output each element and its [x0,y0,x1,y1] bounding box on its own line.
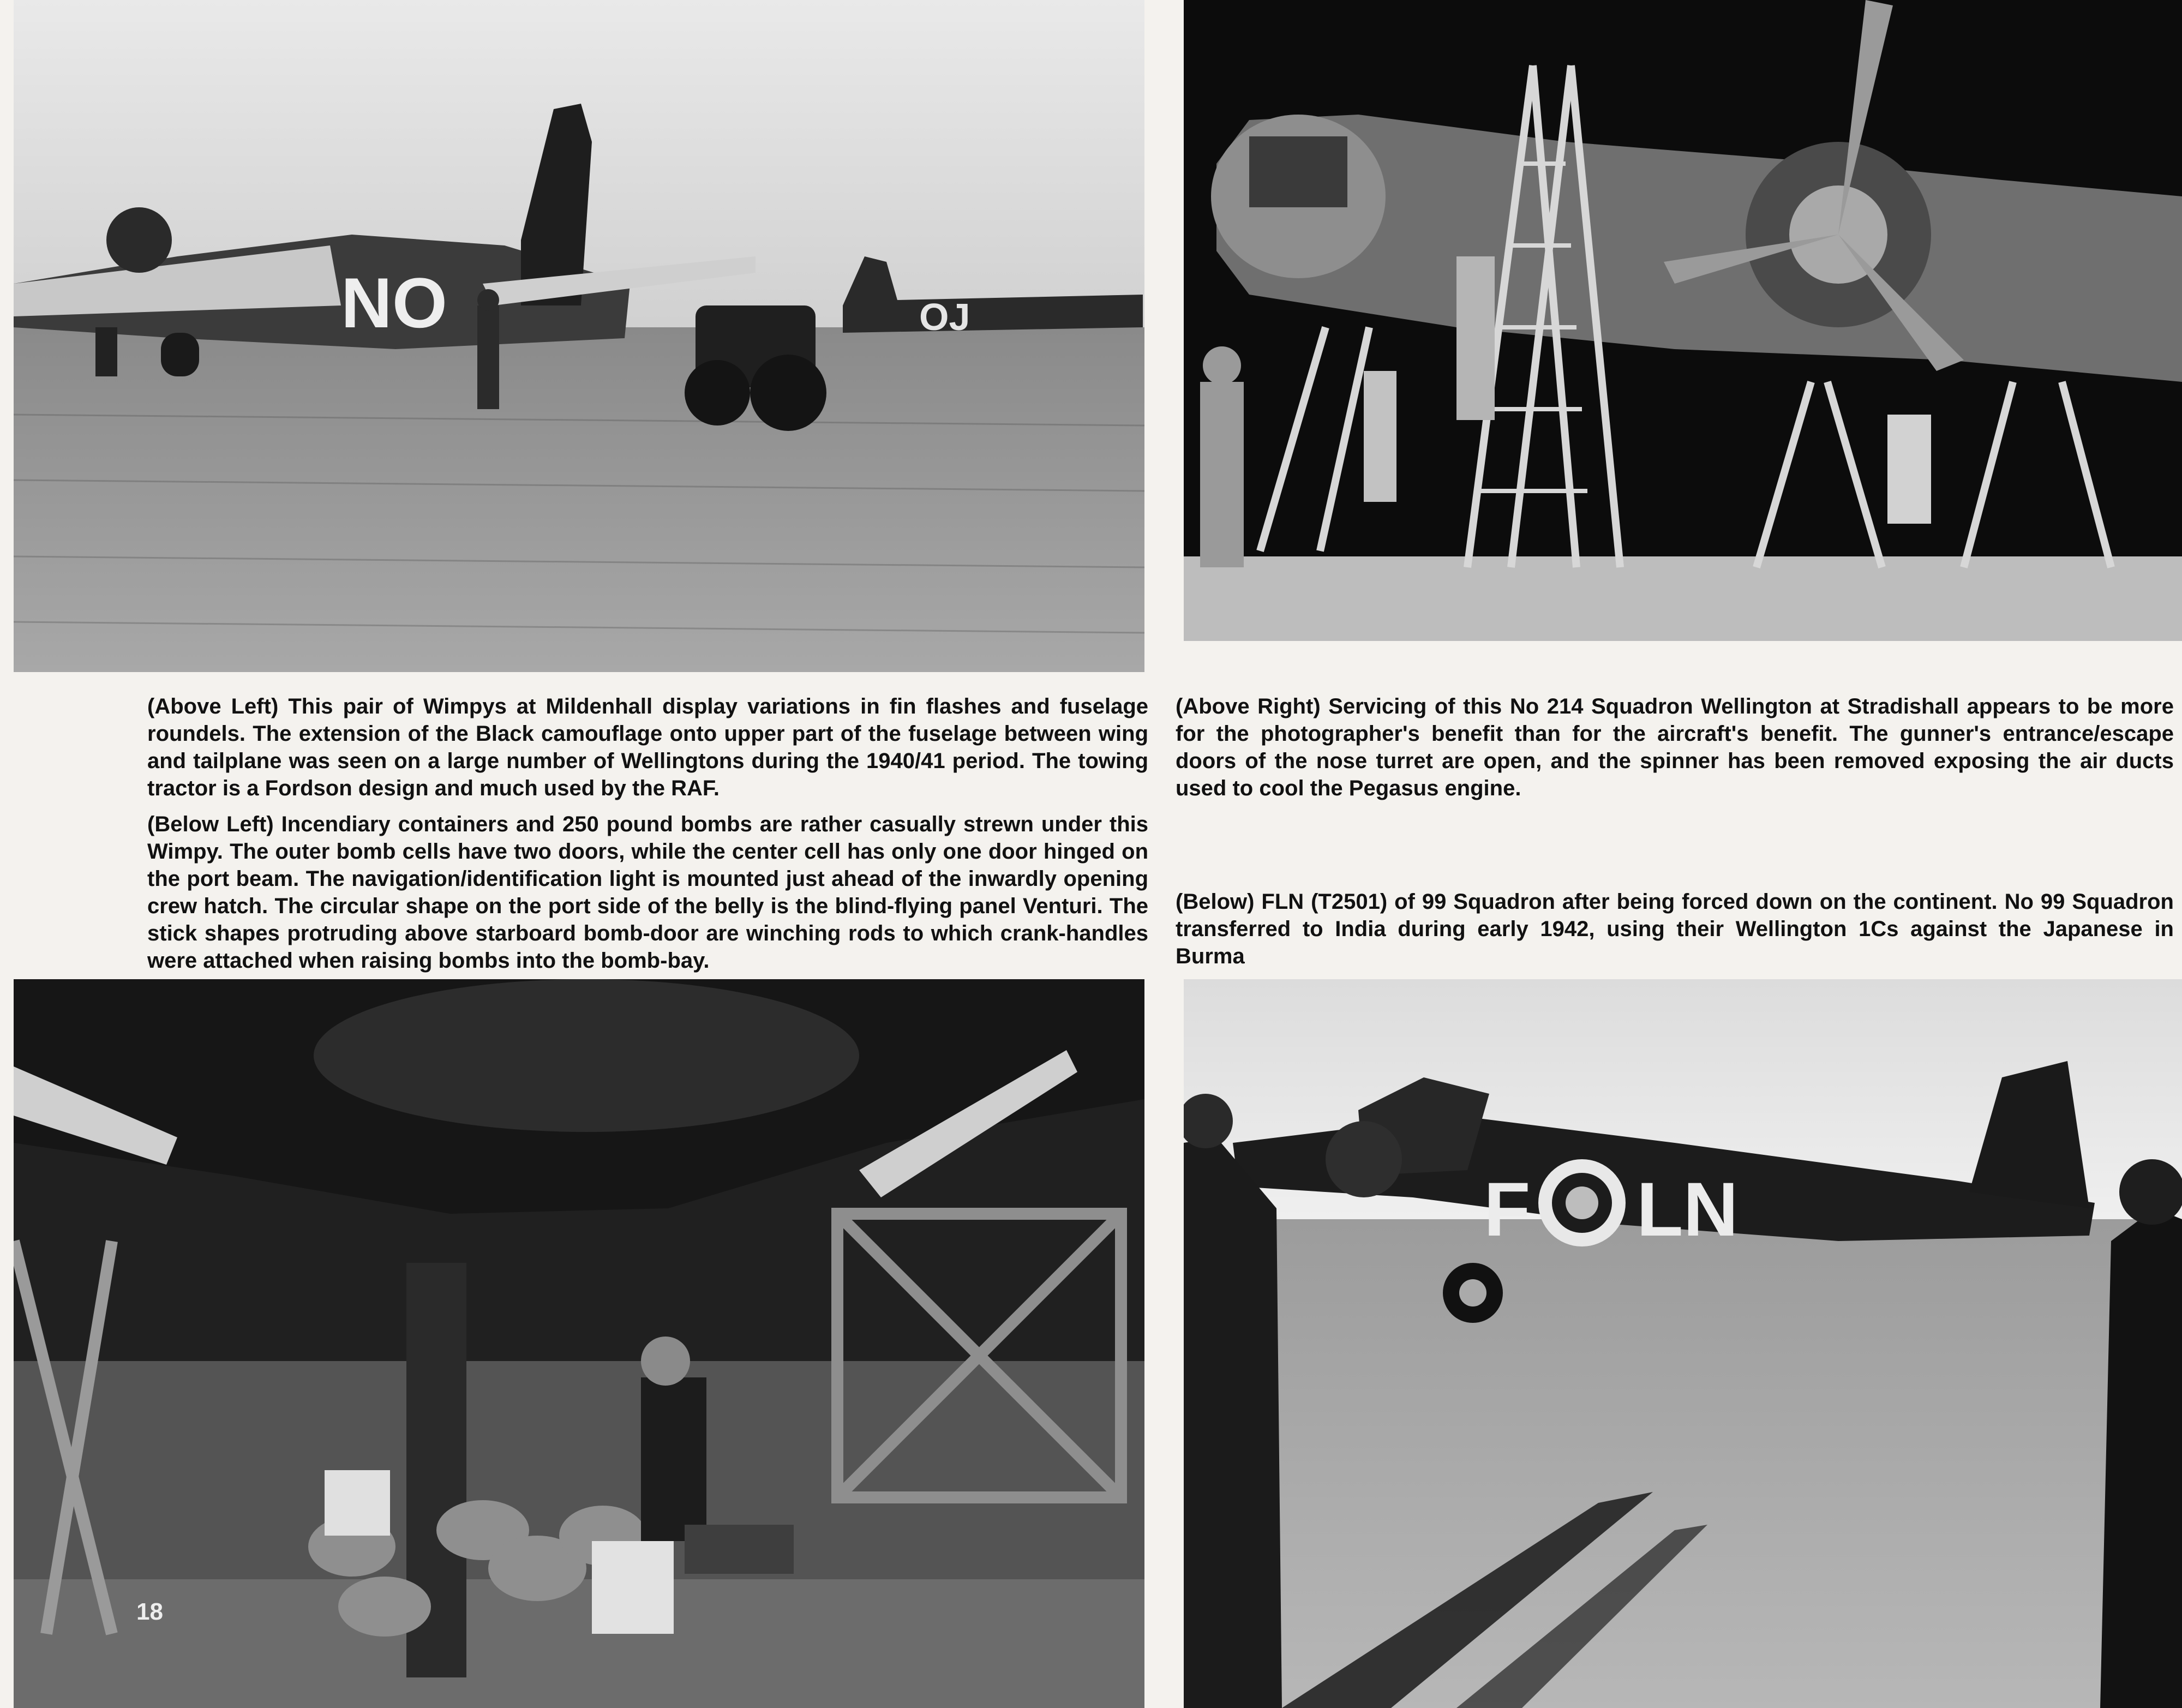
caption-below-right-text: (Below) FLN (T2501) of 99 Squadron after being forced down on the continent. No 99 Squadron transferred to India during early 1942, using their Wellington 1Cs against the Japanese in Burma [1176,890,2174,968]
caption-left-column [147,693,1148,983]
photo-below-right-aircraft-code-right: LN [1636,1166,1739,1252]
photo-above-left-image [14,0,1144,672]
caption-above-right-text: (Above Right) Servicing of this No 214 Squadron Wellington at Stradishall appears to be more for the photographer's benefit than for the aircraft's benefit. The gunner's entrance/escape doors of the nose turret are open, and the spinner has been removed exposing the air ducts used to cool the Pegasus engine. [1176,694,2174,800]
caption-above-right [1176,693,2174,811]
photo-below-left [14,979,1144,1708]
photo-below-left-image [14,979,1144,1708]
photo-above-left-aircraft-code: NO [341,263,447,343]
photo-below-right [1184,979,2182,1708]
caption-below-left: (Below Left) Incendiary containers and 250 pound bombs are rather casually strewn under this Wimpy. The outer bomb cells have two doors, while the center cell has only one door hinged on the port beam. The navigation/identification light is mounted just ahead of the inwardly opening crew hatch. The circular shape on the port side of the belly is the blind-flying panel Venturi. The stick shapes protruding above starboard bomb-door are winching rods to which crank-handles were attached when raising bombs into the bomb-bay. [147,812,1148,973]
photo-below-right-aircraft-code-left: F [1484,1166,1531,1252]
photo-above-left-far-aircraft-code: OJ [919,296,970,338]
caption-below-right [1176,888,2174,979]
page-number: 18 [136,1598,163,1625]
photo-below-right-image [1184,979,2182,1708]
photo-above-right-image [1184,0,2182,641]
photo-above-right [1184,0,2182,641]
photo-above-left [14,0,1144,672]
caption-above-left: (Above Left) This pair of Wimpys at Mildenhall display variations in fin flashes and fuselage roundels. The extension of the Black camouflage onto upper part of the fuselage between wing and tailplane was seen on a large number of Wellingtons during the 1940/41 period. The towing tractor is a Fordson design and much used by the RAF. [147,694,1148,800]
